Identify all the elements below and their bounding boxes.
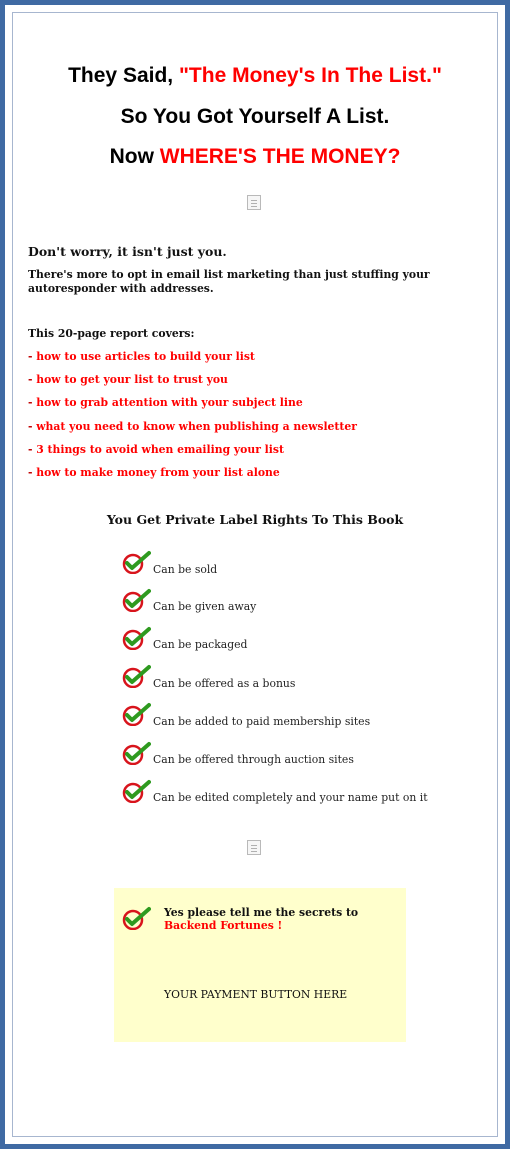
check-icon <box>121 702 151 726</box>
headline-line-2: So You Got Yourself A List. <box>120 105 390 128</box>
check-icon <box>121 741 151 765</box>
rights-item: Can be offered through auction sites <box>153 753 354 766</box>
report-bullet: - how to get your list to trust you <box>28 373 228 386</box>
rights-item: Can be offered as a bonus <box>153 677 296 690</box>
intro-paragraph: There's more to opt in email list marketing than just stuffing your autoresponder with addresses. <box>28 268 430 295</box>
check-icon <box>121 626 151 650</box>
check-icon <box>121 550 151 574</box>
rights-item: Can be given away <box>153 600 257 613</box>
check-icon <box>121 779 151 803</box>
broken-image-icon <box>247 840 261 855</box>
covers-label: This 20-page report covers: <box>28 327 195 340</box>
check-icon <box>121 664 151 688</box>
report-bullet: - how to use articles to build your list <box>28 350 255 363</box>
report-bullet: - 3 things to avoid when emailing your list <box>28 443 284 456</box>
payment-button[interactable]: YOUR PAYMENT BUTTON HERE <box>164 988 348 1001</box>
order-box <box>114 888 406 1042</box>
headline-prefix: They Said, <box>68 64 179 87</box>
rights-item: Can be added to paid membership sites <box>153 715 371 728</box>
headline-money-question: WHERE'S THE MONEY? <box>159 145 401 168</box>
headline-line-1 <box>0 64 510 88</box>
report-bullet: - how to grab attention with your subject line <box>28 396 303 409</box>
check-icon <box>121 906 151 930</box>
check-icon <box>121 588 151 612</box>
broken-image-icon <box>247 195 261 210</box>
headline-line-3 <box>0 145 510 169</box>
intro-heading: Don't worry, it isn't just you. <box>28 244 227 259</box>
headline-now: Now <box>109 145 160 168</box>
rights-item: Can be edited completely and your name put on it <box>153 791 428 804</box>
report-bullet: - how to make money from your list alone <box>28 466 280 479</box>
headline-quote: "The Money's In The List." <box>178 64 442 87</box>
report-bullet: - what you need to know when publishing a newsletter <box>28 420 357 433</box>
order-text: Yes please tell me the secrets to <box>164 906 359 919</box>
rights-item: Can be sold <box>153 563 218 576</box>
rights-title: You Get Private Label Rights To This Book <box>106 512 404 527</box>
order-product-name: Backend Fortunes ! <box>164 919 283 932</box>
rights-item: Can be packaged <box>153 638 248 651</box>
